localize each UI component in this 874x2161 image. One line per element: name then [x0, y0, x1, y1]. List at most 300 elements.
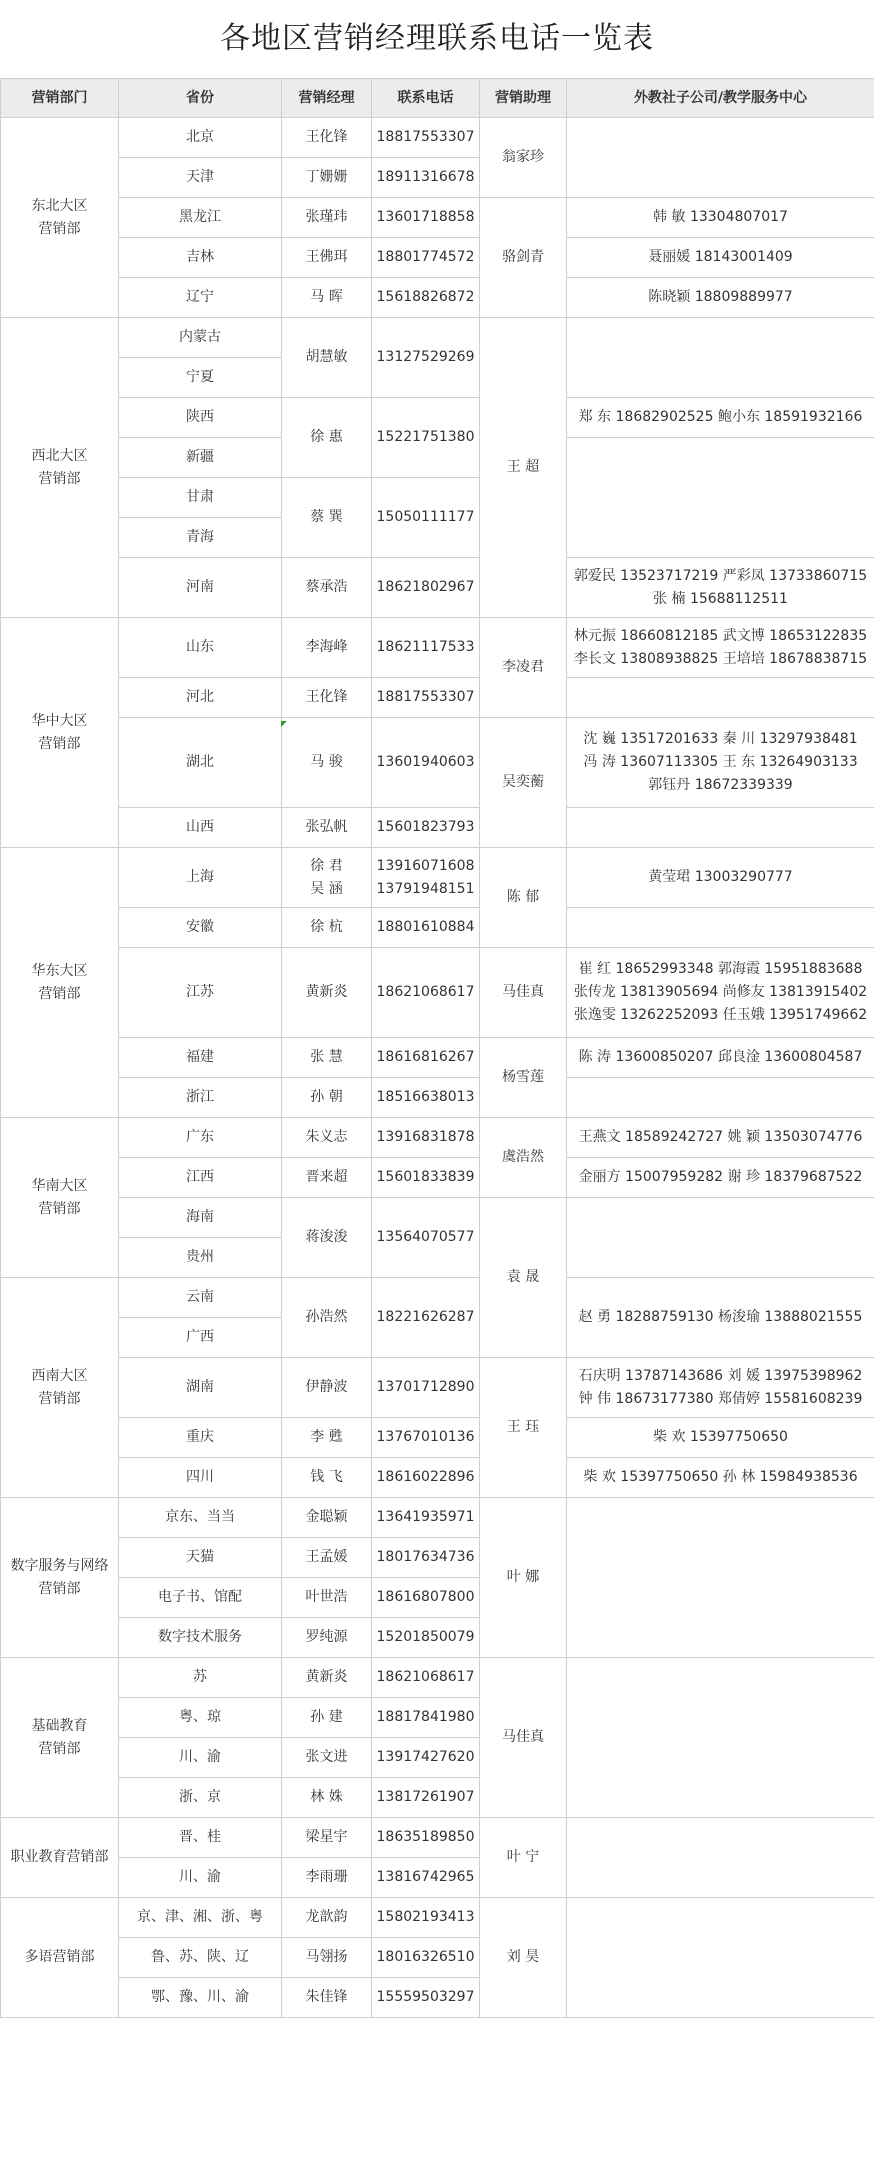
table-cell: [282, 1158, 372, 1198]
cell-line: 郭钰丹 18672339339: [648, 777, 793, 793]
table-cell: [119, 1418, 282, 1458]
table-cell: [282, 1358, 372, 1418]
cell-line: 营销部: [38, 1390, 81, 1407]
table-cell: [119, 1078, 282, 1118]
cell-line: 职业教育营销部: [10, 1849, 109, 1865]
table-cell: [119, 1238, 282, 1278]
table-row: [1, 1198, 874, 1238]
cell-line: 陈晓颖 18809889977: [648, 289, 793, 305]
cell-line: 天津: [186, 169, 214, 185]
table-cell: [119, 1698, 282, 1738]
cell-line: 王孟媛: [305, 1549, 348, 1565]
cell-line: 李 甦: [310, 1429, 343, 1445]
cell-line: 柴 欢 15397750650: [653, 1429, 788, 1445]
table-cell: [119, 478, 282, 518]
cell-line: 15201850079: [376, 1629, 475, 1645]
table-cell: [282, 1658, 372, 1698]
cell-line: 内蒙古: [179, 329, 221, 345]
cell-line: 孙 建: [310, 1709, 343, 1725]
cell-line: 叶世浩: [305, 1589, 348, 1605]
cell-comment-marker: [281, 721, 287, 727]
cell-line: 李凌君: [502, 659, 544, 675]
table-cell: [119, 808, 282, 848]
table-cell: [282, 198, 372, 238]
table-cell: [1, 1818, 119, 1898]
cell-line: 韩 敏 13304807017: [653, 209, 788, 225]
cell-line: 蒋浚浚: [305, 1229, 348, 1245]
cell-line: 营销部: [38, 1200, 81, 1217]
cell-line: 18911316678: [376, 169, 475, 185]
table-cell: [372, 1778, 480, 1818]
cell-line: 黄新炎: [305, 984, 348, 1000]
table-cell: [372, 278, 480, 318]
table-cell: [119, 1858, 282, 1898]
table-body: [1, 118, 874, 2018]
table-cell: [119, 1978, 282, 2018]
cell-line: 13701712890: [376, 1379, 475, 1395]
table-cell: [119, 1938, 282, 1978]
table-cell: [282, 1418, 372, 1458]
cell-line: 东北大区: [31, 197, 88, 214]
table-cell: [372, 1578, 480, 1618]
cell-line: 骆剑青: [502, 249, 544, 265]
cell-line: 金丽方 15007959282 谢 珍 18379687522: [578, 1169, 863, 1185]
cell-line: 13127529269: [376, 349, 475, 365]
cell-line: 林 姝: [310, 1789, 343, 1805]
table-cell: [567, 118, 874, 198]
table-cell: [480, 1658, 567, 1818]
cell-line: 京东、当当: [165, 1509, 235, 1525]
cell-line: 15050111177: [376, 509, 475, 525]
cell-line: 张逸雯 13262252093 任玉娥 13951749662: [573, 1007, 868, 1023]
cell-line: 朱佳锋: [305, 1989, 348, 2005]
table-cell: [119, 318, 282, 358]
cell-line: 18817553307: [376, 689, 475, 705]
table-cell: [282, 1618, 372, 1658]
contact-table: [0, 78, 874, 2018]
cell-line: 李雨珊: [305, 1869, 348, 1885]
cell-line: 聂丽媛 18143001409: [648, 249, 793, 265]
table-cell: [282, 1818, 372, 1858]
cell-line: 13601718858: [376, 209, 475, 225]
table-cell: [567, 848, 874, 908]
cell-line: 崔 红 18652993348 郭海霞 15951883688: [578, 961, 863, 977]
table-cell: [567, 1818, 874, 1898]
table-row: [1, 1818, 874, 1858]
table-cell: [282, 678, 372, 718]
cell-line: 蔡 巽: [310, 509, 343, 525]
cell-line: 郭爱民 13523717219 严彩凤 13733860715: [573, 567, 868, 584]
cell-line: 翁家珍: [502, 149, 544, 165]
table-cell: [372, 848, 480, 908]
table-cell: [480, 948, 567, 1038]
table-cell: [372, 718, 480, 808]
cell-line: 营销部: [38, 220, 81, 237]
cell-line: 龙歆韵: [305, 1909, 348, 1925]
cell-line: 18621117533: [376, 639, 475, 655]
cell-line: 吴 涵: [310, 880, 343, 897]
table-cell: [119, 238, 282, 278]
table-cell: [372, 1418, 480, 1458]
header-department: 营销部门: [1, 79, 119, 118]
table-cell: [119, 118, 282, 158]
cell-line: 13767010136: [376, 1429, 475, 1445]
table-cell: [567, 718, 874, 808]
cell-line: 川、渝: [179, 1869, 221, 1885]
table-cell: [282, 318, 372, 398]
cell-line: 黄新炎: [305, 1669, 348, 1685]
table-row: [1, 1458, 874, 1498]
table-row: [1, 718, 874, 748]
table-cell: [567, 1158, 874, 1198]
cell-line: 湖北: [186, 754, 214, 770]
cell-line: 营销部: [38, 1580, 81, 1597]
cell-line: 18801610884: [376, 919, 475, 935]
cell-line: 虞浩然: [502, 1149, 544, 1165]
cell-line: 刘 昊: [506, 1949, 540, 1965]
table-cell: [567, 808, 874, 848]
cell-line: 胡慧敏: [305, 349, 348, 365]
table-cell: [119, 278, 282, 318]
table-cell: [372, 618, 480, 678]
cell-line: 15802193413: [376, 1909, 475, 1925]
table-cell: [567, 278, 874, 318]
cell-line: 徐 君: [310, 857, 343, 874]
table-cell: [480, 118, 567, 198]
cell-line: 广东: [186, 1129, 214, 1145]
header-province: 省份: [119, 79, 282, 118]
cell-line: 18621068617: [376, 984, 475, 1000]
cell-line: 朱义志: [305, 1129, 348, 1145]
cell-line: 鲁、苏、陕、辽: [151, 1949, 249, 1965]
cell-line: 马 晖: [310, 289, 343, 305]
cell-line: 浙江: [186, 1089, 214, 1105]
table-cell: [1, 1498, 119, 1658]
cell-line: 山东: [186, 639, 214, 655]
table-cell: [567, 1198, 874, 1278]
cell-line: 华南大区: [31, 1177, 88, 1194]
cell-line: 孙浩然: [305, 1309, 348, 1325]
cell-line: 马佳真: [502, 1729, 544, 1745]
table-cell: [282, 808, 372, 848]
table-cell: [1, 848, 119, 1118]
table-cell: [372, 1358, 480, 1418]
cell-line: 福建: [186, 1049, 214, 1065]
table-cell: [372, 558, 480, 618]
cell-line: 张 慧: [310, 1049, 343, 1065]
table-cell: [372, 1738, 480, 1778]
table-cell: [282, 1738, 372, 1778]
cell-line: 陈 涛 13600850207 邱良淦 13600804587: [578, 1049, 863, 1065]
table-cell: [567, 948, 874, 1038]
table-cell: [372, 398, 480, 478]
cell-line: 15618826872: [376, 289, 475, 305]
cell-line: 罗纯源: [305, 1629, 348, 1645]
table-cell: [282, 278, 372, 318]
table-cell: [372, 1978, 480, 2018]
cell-line: 基础教育: [31, 1717, 88, 1734]
cell-line: 营销部: [38, 1740, 81, 1757]
table-row: [1, 1158, 874, 1198]
cell-line: 13916071608: [376, 857, 475, 874]
table-cell: [567, 238, 874, 278]
table-cell: [282, 238, 372, 278]
table-cell: [567, 1898, 874, 2018]
table-cell: [372, 1198, 480, 1278]
cell-line: 叶 宁: [506, 1849, 540, 1865]
table-row: [1, 908, 874, 948]
table-cell: [282, 1078, 372, 1118]
table-cell: [372, 118, 480, 158]
table-cell: [282, 398, 372, 478]
cell-line: 18817841980: [376, 1709, 475, 1725]
cell-line: 辽宁: [186, 289, 214, 305]
cell-line: 徐 惠: [310, 429, 343, 445]
cell-line: 金聪颖: [305, 1509, 348, 1525]
cell-line: 李海峰: [305, 639, 348, 655]
table-cell: [567, 1418, 874, 1458]
table-cell: [119, 1618, 282, 1658]
table-cell: [567, 1658, 874, 1818]
table-cell: [567, 1118, 874, 1158]
table-row: [1, 278, 874, 318]
cell-line: 华中大区: [31, 712, 88, 729]
cell-line: 黑龙江: [179, 209, 221, 225]
table-cell: [282, 948, 372, 1038]
table-cell: [282, 1778, 372, 1818]
cell-line: 安徽: [186, 919, 214, 935]
table-cell: [119, 948, 282, 1038]
cell-line: 华东大区: [31, 962, 88, 979]
cell-line: 13817261907: [376, 1789, 475, 1805]
table-cell: [119, 398, 282, 438]
table-row: [1, 948, 874, 978]
cell-line: 新疆: [186, 449, 214, 465]
table-cell: [282, 158, 372, 198]
table-cell: [480, 1898, 567, 2018]
table-cell: [119, 1498, 282, 1538]
cell-line: 丁姗姗: [305, 169, 348, 185]
table-cell: [282, 1118, 372, 1158]
cell-line: 王 珏: [506, 1419, 540, 1435]
cell-line: 15559503297: [376, 1989, 475, 2005]
table-row: [1, 1278, 874, 1318]
table-cell: [119, 1458, 282, 1498]
table-cell: [567, 1358, 874, 1418]
header-manager: 营销经理: [282, 79, 372, 118]
table-row: [1, 558, 874, 588]
table-cell: [480, 618, 567, 718]
cell-line: 钱 飞: [310, 1469, 343, 1485]
table-row: [1, 1038, 874, 1078]
cell-line: 粤、琼: [179, 1709, 221, 1725]
cell-line: 晋来超: [305, 1169, 348, 1185]
table-cell: [372, 948, 480, 1038]
cell-line: 上海: [186, 869, 214, 885]
cell-line: 京、津、湘、浙、粤: [137, 1909, 263, 1925]
table-cell: [480, 1358, 567, 1498]
table-cell: [1, 118, 119, 318]
table-cell: [372, 1278, 480, 1358]
cell-line: 18621802967: [376, 579, 475, 595]
cell-line: 河北: [186, 689, 214, 705]
table-cell: [119, 678, 282, 718]
cell-line: 18616022896: [376, 1469, 475, 1485]
table-cell: [282, 1938, 372, 1978]
cell-line: 营销部: [38, 985, 81, 1002]
cell-line: 叶 娜: [506, 1569, 540, 1585]
table-cell: [372, 908, 480, 948]
cell-line: 张传龙 13813905694 尚修友 13813915402: [573, 984, 868, 1000]
cell-line: 蔡承浩: [305, 579, 348, 595]
cell-line: 王佛珥: [305, 249, 348, 265]
table-cell: [480, 848, 567, 948]
cell-line: 15221751380: [376, 429, 475, 445]
table-cell: [282, 848, 372, 908]
table-cell: [1, 1118, 119, 1278]
table-cell: [480, 1118, 567, 1198]
cell-line: 甘肃: [186, 489, 214, 505]
table-row: [1, 1418, 874, 1458]
cell-line: 王化锋: [305, 689, 348, 705]
cell-line: 13816742965: [376, 1869, 475, 1885]
cell-line: 梁星宇: [305, 1829, 348, 1845]
table-cell: [282, 1898, 372, 1938]
cell-line: 18016326510: [376, 1949, 475, 1965]
cell-line: 18221626287: [376, 1309, 475, 1325]
table-cell: [282, 1278, 372, 1358]
cell-line: 陈 郁: [506, 889, 540, 905]
cell-line: 吴奕蘅: [502, 774, 544, 790]
cell-line: 吉林: [186, 249, 214, 265]
table-cell: [119, 1538, 282, 1578]
table-cell: [1, 1898, 119, 2018]
cell-line: 13564070577: [376, 1229, 475, 1245]
table-cell: [480, 1198, 567, 1358]
table-cell: [567, 1278, 874, 1358]
cell-line: 重庆: [186, 1429, 214, 1445]
table-cell: [282, 558, 372, 618]
cell-line: 广西: [186, 1329, 214, 1345]
cell-line: 湖南: [186, 1379, 214, 1395]
cell-line: 冯 涛 13607113305 王 东 13264903133: [583, 754, 858, 770]
table-cell: [567, 398, 874, 438]
cell-line: 郑 东 18682902525 鲍小东 18591932166: [578, 409, 863, 425]
table-cell: [282, 1698, 372, 1738]
table-cell: [372, 158, 480, 198]
table-cell: [1, 618, 119, 848]
table-cell: [119, 848, 282, 908]
table-cell: [567, 1458, 874, 1498]
table-row: [1, 848, 874, 878]
table-row: [1, 1498, 874, 1538]
table-cell: [567, 558, 874, 618]
table-row: [1, 118, 874, 158]
table-cell: [119, 1158, 282, 1198]
table-cell: [480, 318, 567, 618]
table-cell: [567, 618, 874, 678]
table-cell: [372, 1038, 480, 1078]
table-cell: [119, 1738, 282, 1778]
table-cell: [282, 1198, 372, 1278]
cell-line: 13601940603: [376, 754, 475, 770]
table-cell: [372, 1538, 480, 1578]
table-cell: [480, 1038, 567, 1118]
cell-line: 张瑾玮: [305, 209, 348, 225]
cell-line: 王化锋: [305, 129, 348, 145]
table-cell: [480, 1498, 567, 1658]
cell-line: 18817553307: [376, 129, 475, 145]
cell-line: 宁夏: [186, 369, 214, 385]
cell-line: 18616807800: [376, 1589, 475, 1605]
table-row: [1, 808, 874, 848]
table-cell: [372, 1818, 480, 1858]
cell-line: 电子书、馆配: [158, 1589, 242, 1605]
cell-line: 柴 欢 15397750650 孙 林 15984938536: [583, 1469, 858, 1485]
cell-line: 张弘帆: [305, 819, 348, 835]
cell-line: 15601833839: [376, 1169, 475, 1185]
table-cell: [567, 1498, 874, 1658]
table-cell: [119, 518, 282, 558]
cell-line: 海南: [186, 1209, 214, 1225]
cell-line: 马 骏: [310, 754, 343, 770]
table-cell: [567, 908, 874, 948]
cell-line: 13917427620: [376, 1749, 475, 1765]
table-cell: [282, 718, 372, 808]
table-cell: [119, 1578, 282, 1618]
table-cell: [119, 198, 282, 238]
cell-line: 林元振 18660812185 武文博 18653122835: [573, 627, 868, 644]
table-cell: [372, 678, 480, 718]
cell-line: 数字服务与网络: [10, 1557, 109, 1574]
table-cell: [372, 318, 480, 398]
cell-line: 张文进: [305, 1749, 348, 1765]
table-row: [1, 1658, 874, 1698]
cell-line: 鄂、豫、川、渝: [151, 1989, 249, 2005]
page-title: 各地区营销经理联系电话一览表: [220, 21, 654, 56]
table-cell: [119, 1658, 282, 1698]
cell-line: 北京: [186, 129, 214, 145]
cell-line: 沈 巍 13517201633 秦 川 13297938481: [583, 731, 858, 747]
cell-line: 西北大区: [31, 447, 88, 464]
cell-line: 王 超: [506, 459, 540, 475]
cell-line: 马翎扬: [305, 1949, 348, 1965]
table-cell: [119, 718, 282, 808]
table-cell: [480, 718, 567, 848]
table-cell: [282, 1458, 372, 1498]
table-cell: [372, 198, 480, 238]
cell-line: 18017634736: [376, 1549, 475, 1565]
cell-line: 18801774572: [376, 249, 475, 265]
cell-line: 18635189850: [376, 1829, 475, 1845]
table-cell: [372, 808, 480, 848]
table-row: [1, 398, 874, 438]
table-row: [1, 618, 874, 648]
cell-line: 13791948151: [376, 880, 475, 897]
table-cell: [567, 678, 874, 718]
cell-line: 苏: [193, 1669, 207, 1685]
table-cell: [119, 618, 282, 678]
table-cell: [567, 318, 874, 398]
cell-line: 18616816267: [376, 1049, 475, 1065]
table-cell: [480, 198, 567, 318]
table-cell: [282, 1578, 372, 1618]
table-cell: [282, 118, 372, 158]
table-cell: [282, 1498, 372, 1538]
table-row: [1, 1078, 874, 1118]
cell-line: 山西: [186, 819, 214, 835]
table-cell: [119, 1778, 282, 1818]
